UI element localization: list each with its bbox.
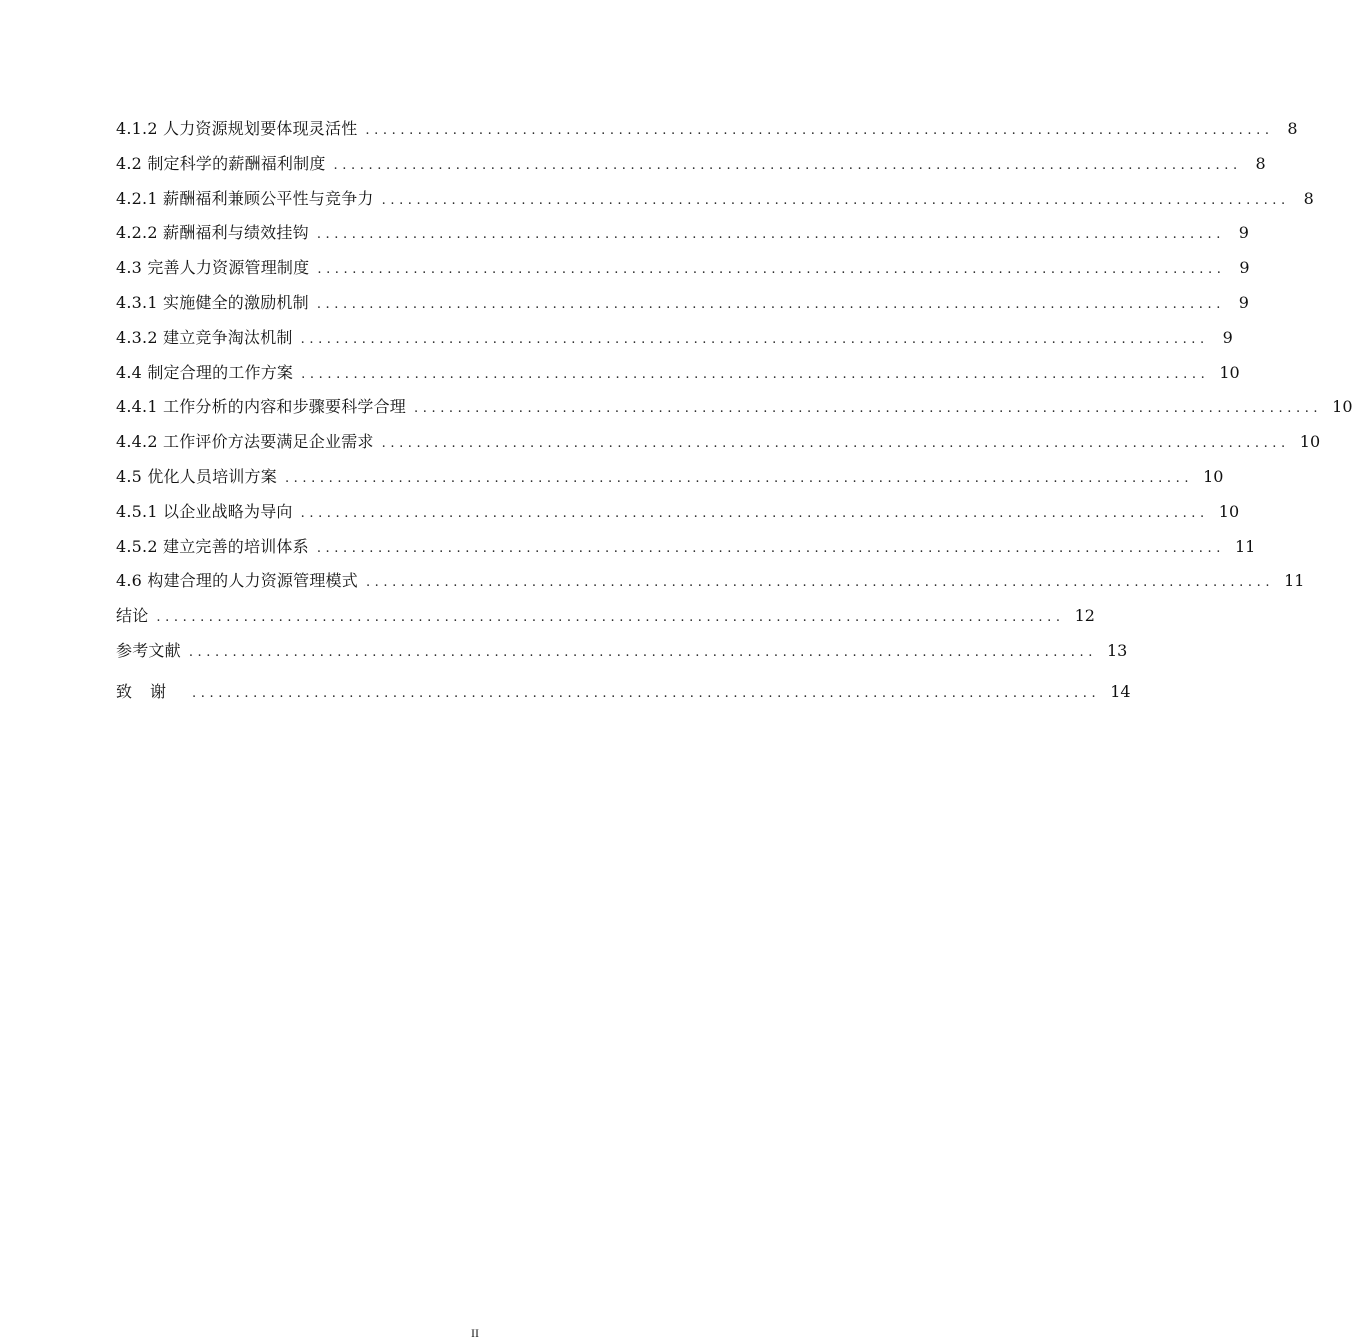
toc-entry[interactable] [116,356,1240,391]
toc-entry-page: 13 [1106,640,1128,660]
toc-entry-page: 9 [1238,292,1249,312]
page-number: II [471,1326,479,1340]
toc-dot-leader: ........................................................................................................ [316,296,1225,312]
toc-entry[interactable] [116,321,1233,356]
toc-entry-page: 12 [1074,606,1095,626]
toc-dot-leader: ........................................................................................................ [333,157,1242,173]
toc-dot-leader: ........................................................................................................ [365,123,1274,138]
toc-entry-title: 致谢 [116,681,185,701]
toc-entry-title: 4.2 制定科学的薪酬福利制度 [116,153,326,173]
toc-entry-page: 10 [1332,397,1353,417]
toc-entry-page: 11 [1234,536,1256,556]
toc-dot-leader: ........................................................................................................ [316,227,1225,243]
toc-entry-title: 4.5 优化人员培训方案 [116,466,277,486]
toc-entry[interactable] [116,669,1131,707]
toc-entry-title: 4.1.2 人力资源规划要体现灵活性 [116,119,358,138]
toc-dot-leader: ........................................................................................................ [365,575,1275,591]
toc-entry-title: 参考文献 [116,640,181,660]
toc-entry-page: 11 [1284,571,1305,591]
toc-entry[interactable] [116,390,1353,425]
toc-entry-page: 8 [1255,153,1266,173]
toc-entry-title: 4.2.1 薪酬福利兼顾公平性与竞争力 [116,188,374,208]
toc-entry[interactable] [116,495,1240,530]
toc-dot-leader: ........................................................................................................ [316,540,1225,556]
toc-entry-title: 结论 [116,606,149,626]
toc-dot-leader: ........................................................................................................ [284,470,1194,486]
toc-entry[interactable] [116,286,1249,321]
toc-entry-page: 8 [1303,188,1314,208]
toc-entry-title: 4.6 构建合理的人力资源管理模式 [116,571,358,591]
toc-entry-title: 4.5.1 以企业战略为导向 [116,501,293,521]
toc-entry-title: 4.3 完善人力资源管理制度 [116,258,310,278]
toc-entry-page: 10 [1299,432,1321,452]
toc-entry-title: 4.5.2 建立完善的培训体系 [116,536,309,556]
toc-dot-leader: ........................................................................................................ [301,366,1210,382]
toc-dot-leader: ........................................................................................................ [381,436,1290,452]
toc-dot-leader: ........................................................................................................ [300,331,1209,347]
toc-dot-leader: ........................................................................................................ [156,610,1065,626]
toc-entry-title: 4.4.2 工作评价方法要满足企业需求 [116,432,374,452]
toc-entry-page: 10 [1218,501,1240,521]
toc-entry[interactable] [116,182,1314,217]
toc-dot-leader: ........................................................................................................ [381,192,1290,208]
toc-entry[interactable] [116,564,1305,599]
toc-entry[interactable] [116,634,1128,669]
toc-entry[interactable] [116,599,1095,634]
table-of-contents [116,112,1353,707]
toc-dot-leader: ........................................................................................................ [317,262,1226,278]
toc-entry[interactable] [116,251,1250,286]
toc-dot-leader: ........................................................................................................ [414,401,1323,417]
toc-entry-page: 10 [1219,362,1240,382]
toc-dot-leader: ........................................................................................................ [192,685,1101,701]
toc-entry-title: 4.4 制定合理的工作方案 [116,362,294,382]
toc-entry-page: 9 [1222,327,1233,347]
toc-entry-title: 4.4.1 工作分析的内容和步骤要科学合理 [116,397,406,417]
toc-entry[interactable] [116,460,1224,495]
toc-entry[interactable] [116,147,1266,182]
toc-entry[interactable] [116,425,1321,460]
toc-entry-page: 10 [1203,466,1224,486]
toc-entry[interactable] [116,112,1298,147]
toc-entry-page: 8 [1287,119,1298,138]
toc-entry-title: 4.3.1 实施健全的激励机制 [116,292,309,312]
toc-dot-leader: ........................................................................................................ [188,644,1097,660]
toc-dot-leader: ........................................................................................................ [300,505,1209,521]
toc-entry[interactable] [116,530,1256,565]
toc-entry-page: 9 [1239,258,1250,278]
toc-entry[interactable] [116,216,1249,251]
toc-entry-page: 14 [1110,681,1131,701]
toc-entry-title: 4.2.2 薪酬福利与绩效挂钩 [116,223,309,243]
toc-entry-title: 4.3.2 建立竞争淘汰机制 [116,327,293,347]
toc-entry-page: 9 [1238,223,1249,243]
